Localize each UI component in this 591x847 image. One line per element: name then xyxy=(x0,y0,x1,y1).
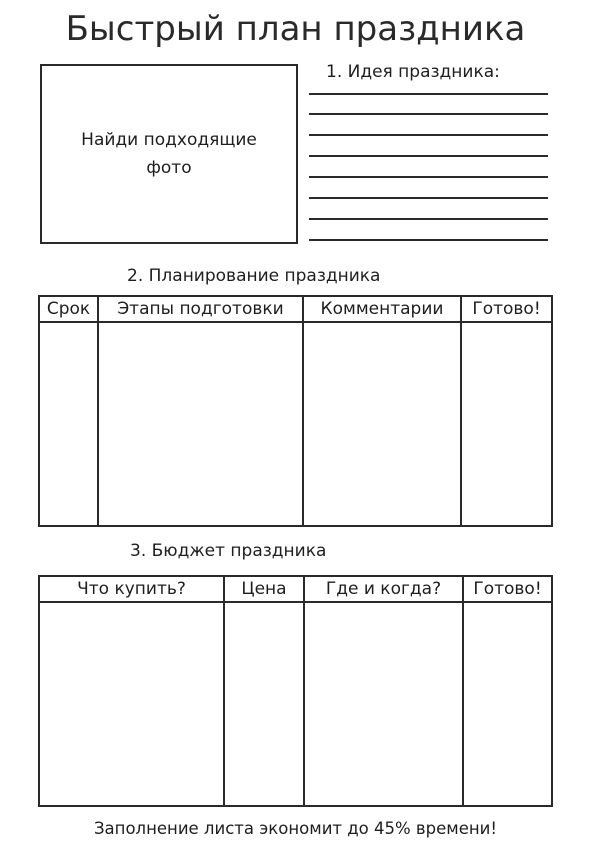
planning-cell-deadline[interactable] xyxy=(39,322,98,526)
planning-table xyxy=(38,295,553,527)
idea-blank-line[interactable] xyxy=(309,197,548,199)
page-title: Быстрый план праздника xyxy=(65,9,526,49)
budget-cell-price[interactable] xyxy=(224,602,304,806)
budget-section-label: 3. Бюджет праздника xyxy=(130,541,327,561)
budget-header-what-to-buy: Что купить? xyxy=(39,576,224,602)
planning-cell-done[interactable] xyxy=(461,322,552,526)
budget-cell-where-when[interactable] xyxy=(304,602,463,806)
planning-section-label: 2. Планирование праздника xyxy=(127,266,381,286)
budget-header-price: Цена xyxy=(224,576,304,602)
idea-section-label: 1. Идея праздника: xyxy=(326,62,500,82)
idea-blank-line[interactable] xyxy=(309,218,548,220)
idea-blank-line[interactable] xyxy=(309,155,548,157)
idea-blank-line[interactable] xyxy=(309,176,548,178)
planning-header-done: Готово! xyxy=(461,296,552,322)
budget-header-done: Готово! xyxy=(463,576,552,602)
planning-cell-comments[interactable] xyxy=(303,322,461,526)
planning-header-steps: Этапы подготовки xyxy=(98,296,303,322)
planning-header-comments: Комментарии xyxy=(303,296,461,322)
budget-table xyxy=(38,575,553,807)
idea-blank-line[interactable] xyxy=(309,93,548,95)
planning-header-deadline: Срок xyxy=(39,296,98,322)
idea-blank-line[interactable] xyxy=(309,239,548,241)
photo-placeholder-text: Найди подходящие фото xyxy=(81,130,257,178)
idea-blank-line[interactable] xyxy=(309,113,548,115)
budget-header-where-when: Где и когда? xyxy=(304,576,463,602)
footer-note: Заполнение листа экономит до 45% времени! xyxy=(93,819,498,838)
budget-cell-done[interactable] xyxy=(463,602,552,806)
idea-blank-line[interactable] xyxy=(309,134,548,136)
budget-cell-what-to-buy[interactable] xyxy=(39,602,224,806)
photo-placeholder-box[interactable] xyxy=(40,64,298,244)
planning-cell-steps[interactable] xyxy=(98,322,303,526)
